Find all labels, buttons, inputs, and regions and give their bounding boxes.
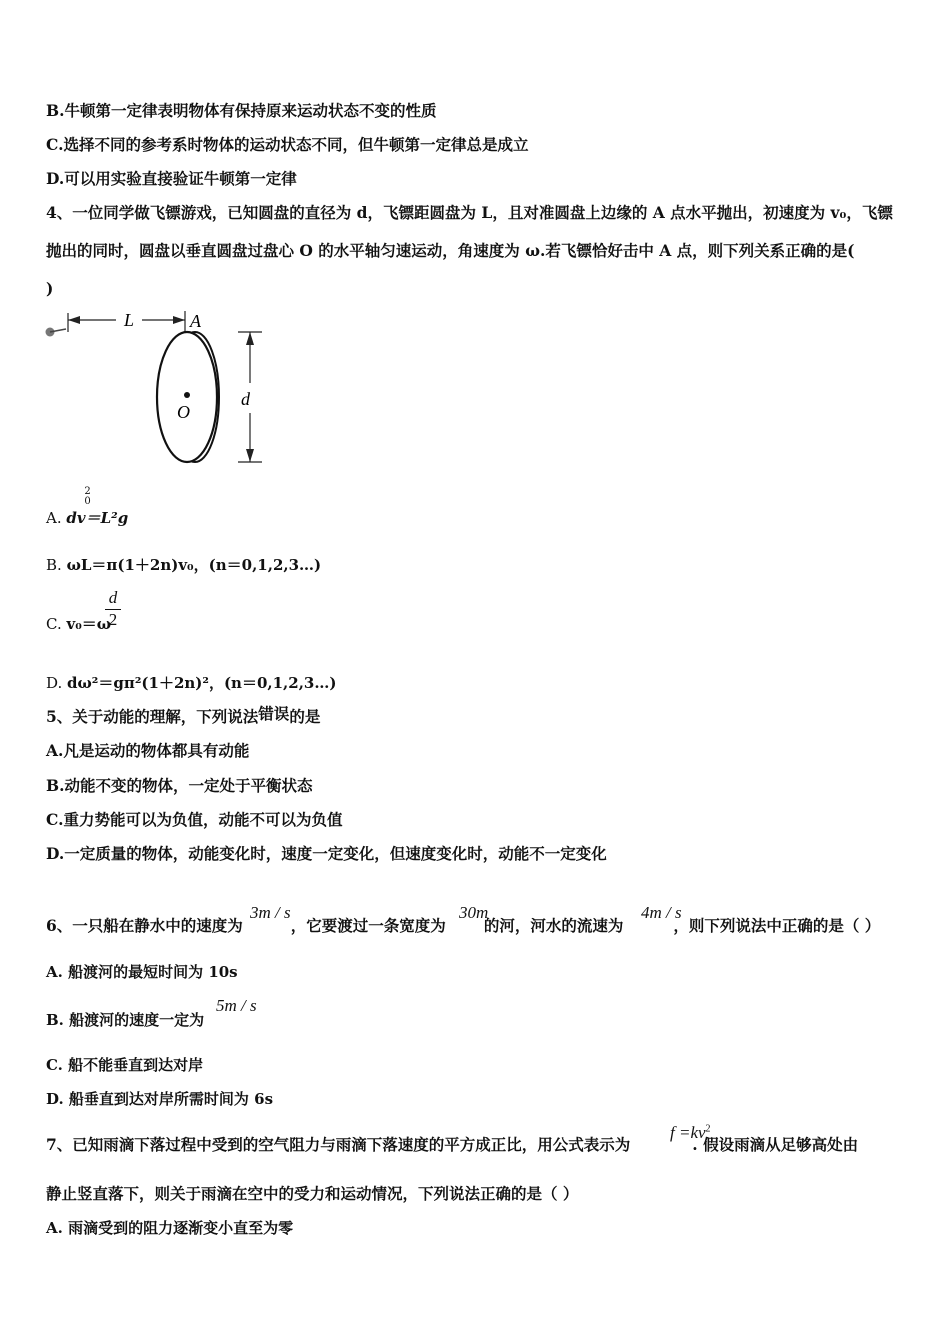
label-d: d bbox=[241, 389, 250, 409]
q4-stem-line1: 4、一位同学做飞镖游戏，已知圆盘的直径为 d，飞镖距圆盘为 L，且对准圆盘上边缘的 A 点水平抛出，初速度为 v₀，飞镖 bbox=[46, 203, 893, 222]
q7-stem-line2: 静止竖直落下，则关于雨滴在空中的受力和运动情况，下列说法正确的是（ ） bbox=[46, 1184, 579, 1203]
q4-option-a-dv: dv 2 0 bbox=[66, 486, 91, 527]
q4-option-d: D. dω²＝gπ²(1＋2n)²，(n＝0,1,2,3…) bbox=[46, 674, 337, 692]
q5-option-a: A.凡是运动的物体都具有动能 bbox=[46, 741, 250, 760]
q3-option-b: B.牛顿第一定律表明物体有保持原来运动状态不变的性质 bbox=[46, 101, 437, 120]
q3-option-d: D.可以用实验直接验证牛顿第一定律 bbox=[46, 169, 297, 188]
q5-stem: 5、关于动能的理解，下列说法错误的是 bbox=[46, 704, 321, 726]
q6-river-speed: 4m / s bbox=[641, 903, 682, 922]
q5-option-b: B.动能不变的物体，一定处于平衡状态 bbox=[46, 776, 313, 795]
q6-option-b-speed: 5m / s bbox=[216, 996, 257, 1015]
q6-river-width: 30m bbox=[459, 903, 489, 922]
q4-option-a-sup-sub: 2 0 bbox=[84, 486, 91, 507]
q6-speed-boat: 3m / s bbox=[250, 903, 291, 922]
option-letter: A. bbox=[46, 509, 67, 527]
q6-option-d: D. 船垂直到达对岸所需时间为 6s bbox=[46, 1090, 274, 1108]
q5-emphasis: 错误 bbox=[258, 704, 290, 723]
q4-option-c: C. v₀＝ω bbox=[46, 615, 112, 633]
label-O: O bbox=[177, 402, 190, 422]
q5-option-d: D.一定质量的物体，动能变化时，速度一定变化，但速度变化时，动能不一定变化 bbox=[46, 844, 607, 863]
label-A: A bbox=[190, 311, 201, 331]
q4-stem-line2: 抛出的同时，圆盘以垂直圆盘过盘心 O 的水平轴匀速运动，角速度为 ω.若飞镖恰好击中 A 点，则下列关系正确的是( bbox=[46, 241, 855, 260]
q3-option-c: C.选择不同的参考系时物体的运动状态不同，但牛顿第一定律总是成立 bbox=[46, 135, 529, 154]
q4-option-b: B. ωL＝π(1＋2n)v₀，(n＝0,1,2,3…) bbox=[46, 556, 322, 574]
q6-option-a: A. 船渡河的最短时间为 10s bbox=[46, 963, 238, 981]
q7-option-a: A. 雨滴受到的阻力逐渐变小直至为零 bbox=[46, 1219, 294, 1237]
q4-disc-figure bbox=[40, 305, 280, 470]
q7-stem-line1: 7、已知雨滴下落过程中受到的空气阻力与雨滴下落速度的平方成正比，用公式表示为 . 假设雨滴从足够高处由 bbox=[46, 1135, 859, 1154]
q5-option-c: C.重力势能可以为负值，动能不可以为负值 bbox=[46, 810, 343, 829]
q4-option-a-rest: ＝L²g bbox=[85, 509, 129, 527]
q6-option-b: B. 船渡河的速度一定为 bbox=[46, 1011, 205, 1029]
q4-option-a bbox=[46, 486, 129, 528]
q7-formula: $f =kv^2$ bbox=[670, 1123, 711, 1142]
q6-stem: 6、一只船在静水中的速度为 ，它要渡过一条宽度为 的河，河水的流速为 ，则下列说法中正确的是（ ） bbox=[46, 916, 881, 935]
q4-stem-line3: ) bbox=[46, 279, 54, 298]
label-L: L bbox=[124, 310, 135, 330]
q4-option-c-fraction: d 2 bbox=[105, 588, 121, 630]
q6-option-c: C. 船不能垂直到达对岸 bbox=[46, 1056, 204, 1074]
